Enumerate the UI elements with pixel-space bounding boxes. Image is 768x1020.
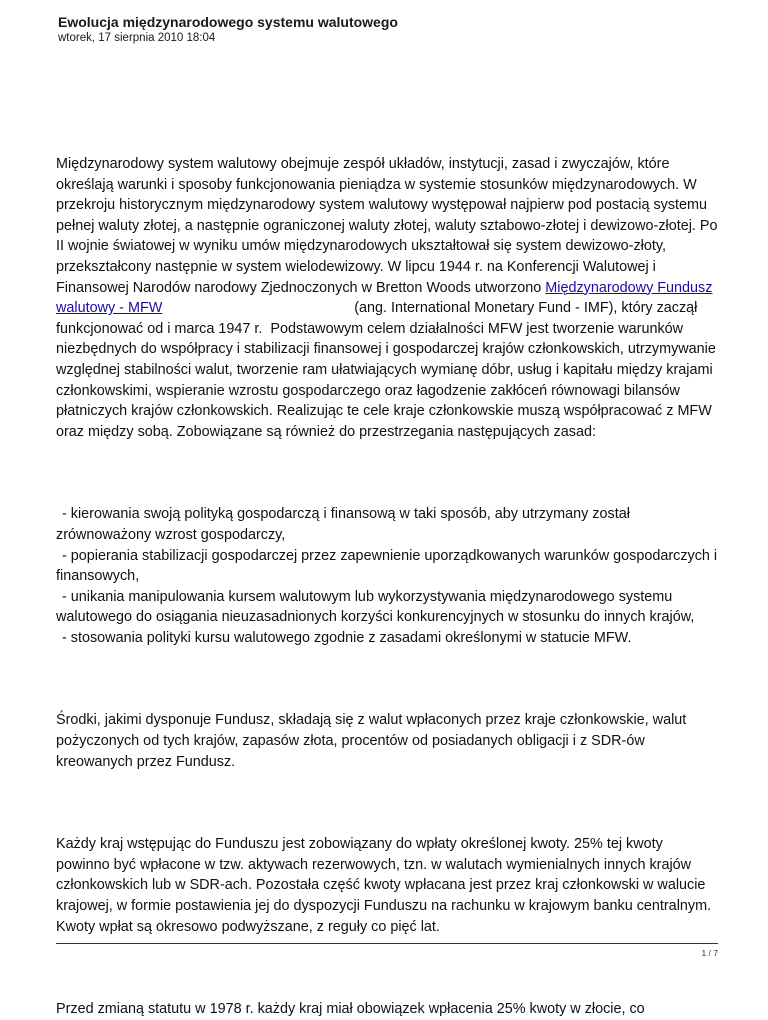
- document-date: wtorek, 17 sierpnia 2010 18:04: [58, 32, 216, 44]
- list-item: - kierowania swoją polityką gospodarczą i finansową w taki sposób, aby utrzymany został zrównoważony wzrost gospodarczy,: [56, 506, 630, 543]
- paragraph-quota: Każdy kraj wstępując do Funduszu jest zobowiązany do wpłaty określonej kwoty. 25% tej kwoty powinno być wpłacone w tzw. aktywach rezerwowych, tzn. w walutach wymienialnych innych krajów członkowskich lub w SDR-ach. Pozostała część kwoty wpłacana jest przez kraj członkowski w walucie krajowej, w formie postawienia jej do dyspozycji Funduszu na rachunku w krajowym banku centralnym. Kwoty wpłat są okresowo podwyższane, z reguły co pięć lat.: [56, 836, 712, 935]
- list-item: - stosowania polityki kursu walutowego zgodnie z zasadami określonymi w statucie MFW.: [62, 629, 632, 646]
- page-number: 1 / 7: [701, 948, 718, 958]
- document-header: [58, 14, 718, 45]
- paragraph-resources: Środki, jakimi dysponuje Fundusz, składają się z walut wpłaconych przez kraje członkowskie, walut pożyczonych od tych krajów, zapasów złota, procentów od posiadanych obligacji i z SDR-ów kreowanych przez Fundusz.: [56, 712, 687, 770]
- footer-divider: [56, 943, 718, 944]
- paragraph-intro: [56, 154, 718, 442]
- paragraph-statute: Przed zmianą statutu w 1978 r. każdy kraj miał obowiązek wpłacenia 25% kwoty w złocie, co: [56, 1001, 645, 1018]
- article-body: [56, 154, 718, 1020]
- imf-link[interactable]: Międzynarodowy Fundusz walutowy - MFW: [56, 279, 713, 317]
- list-item: - popierania stabilizacji gospodarczej przez zapewnienie uporządkowanych warunków gospodarczych i finansowych,: [56, 547, 718, 585]
- document-title: Ewolucja międzynarodowego systemu walutowego: [58, 14, 398, 30]
- paragraph-intro-text: Międzynarodowy system walutowy obejmuje zespół układów, instytucji, zasad i zwyczajów, które określają warunki i sposoby funkcjonowania pieniądza w systemie stosunków międzynarodowych. W przekroju historycznym międzynarodowy system walutowy występował najpierw pod postacią systemu pełnej waluty złotej, a następnie ograniczonej waluty złotej, waluty sztabowo-złotej i dewizowo-złotej. Po II wojnie światowej w wyniku umów międzynarodowych ukształtował się system dewizowo-złoty, przekształcony następnie w system wielodewizowy. W lipcu 1944 r. na Konferencji Walutowej i Finansowej Narodów narodowy Zjednoczonych w Bretton Woods utworzono: [56, 156, 718, 296]
- paragraph-intro-continued: (ang. International Monetary Fund - IMF), który zaczął funkcjonować od i marca 1947 r. Podstawowym celem działalności MFW jest tworzenie warunków niezbędnych do współpracy i stabilizacji finansowej i gospodarczej krajów członkowskich, utrzymywanie względnej stabilności walut, tworzenie ram ułatwiających wymianę dóbr, usług i kapitału między krajami członkowskimi, wspieranie wzrostu gospodarczego oraz łagodzenie zakłóceń równowagi bilansów płatniczych krajów członkowskich. Realizując te cele kraje członkowskie muszą współpracować z MFW oraz między sobą. Zobowiązane są również do przestrzegania następujących zasad:: [56, 300, 720, 440]
- list-item: - unikania manipulowania kursem walutowym lub wykorzystywania międzynarodowego systemu walutowego do osiągania nieuzasadnionych korzyści konkurencyjnych w stosunku do innych krajów,: [56, 588, 695, 626]
